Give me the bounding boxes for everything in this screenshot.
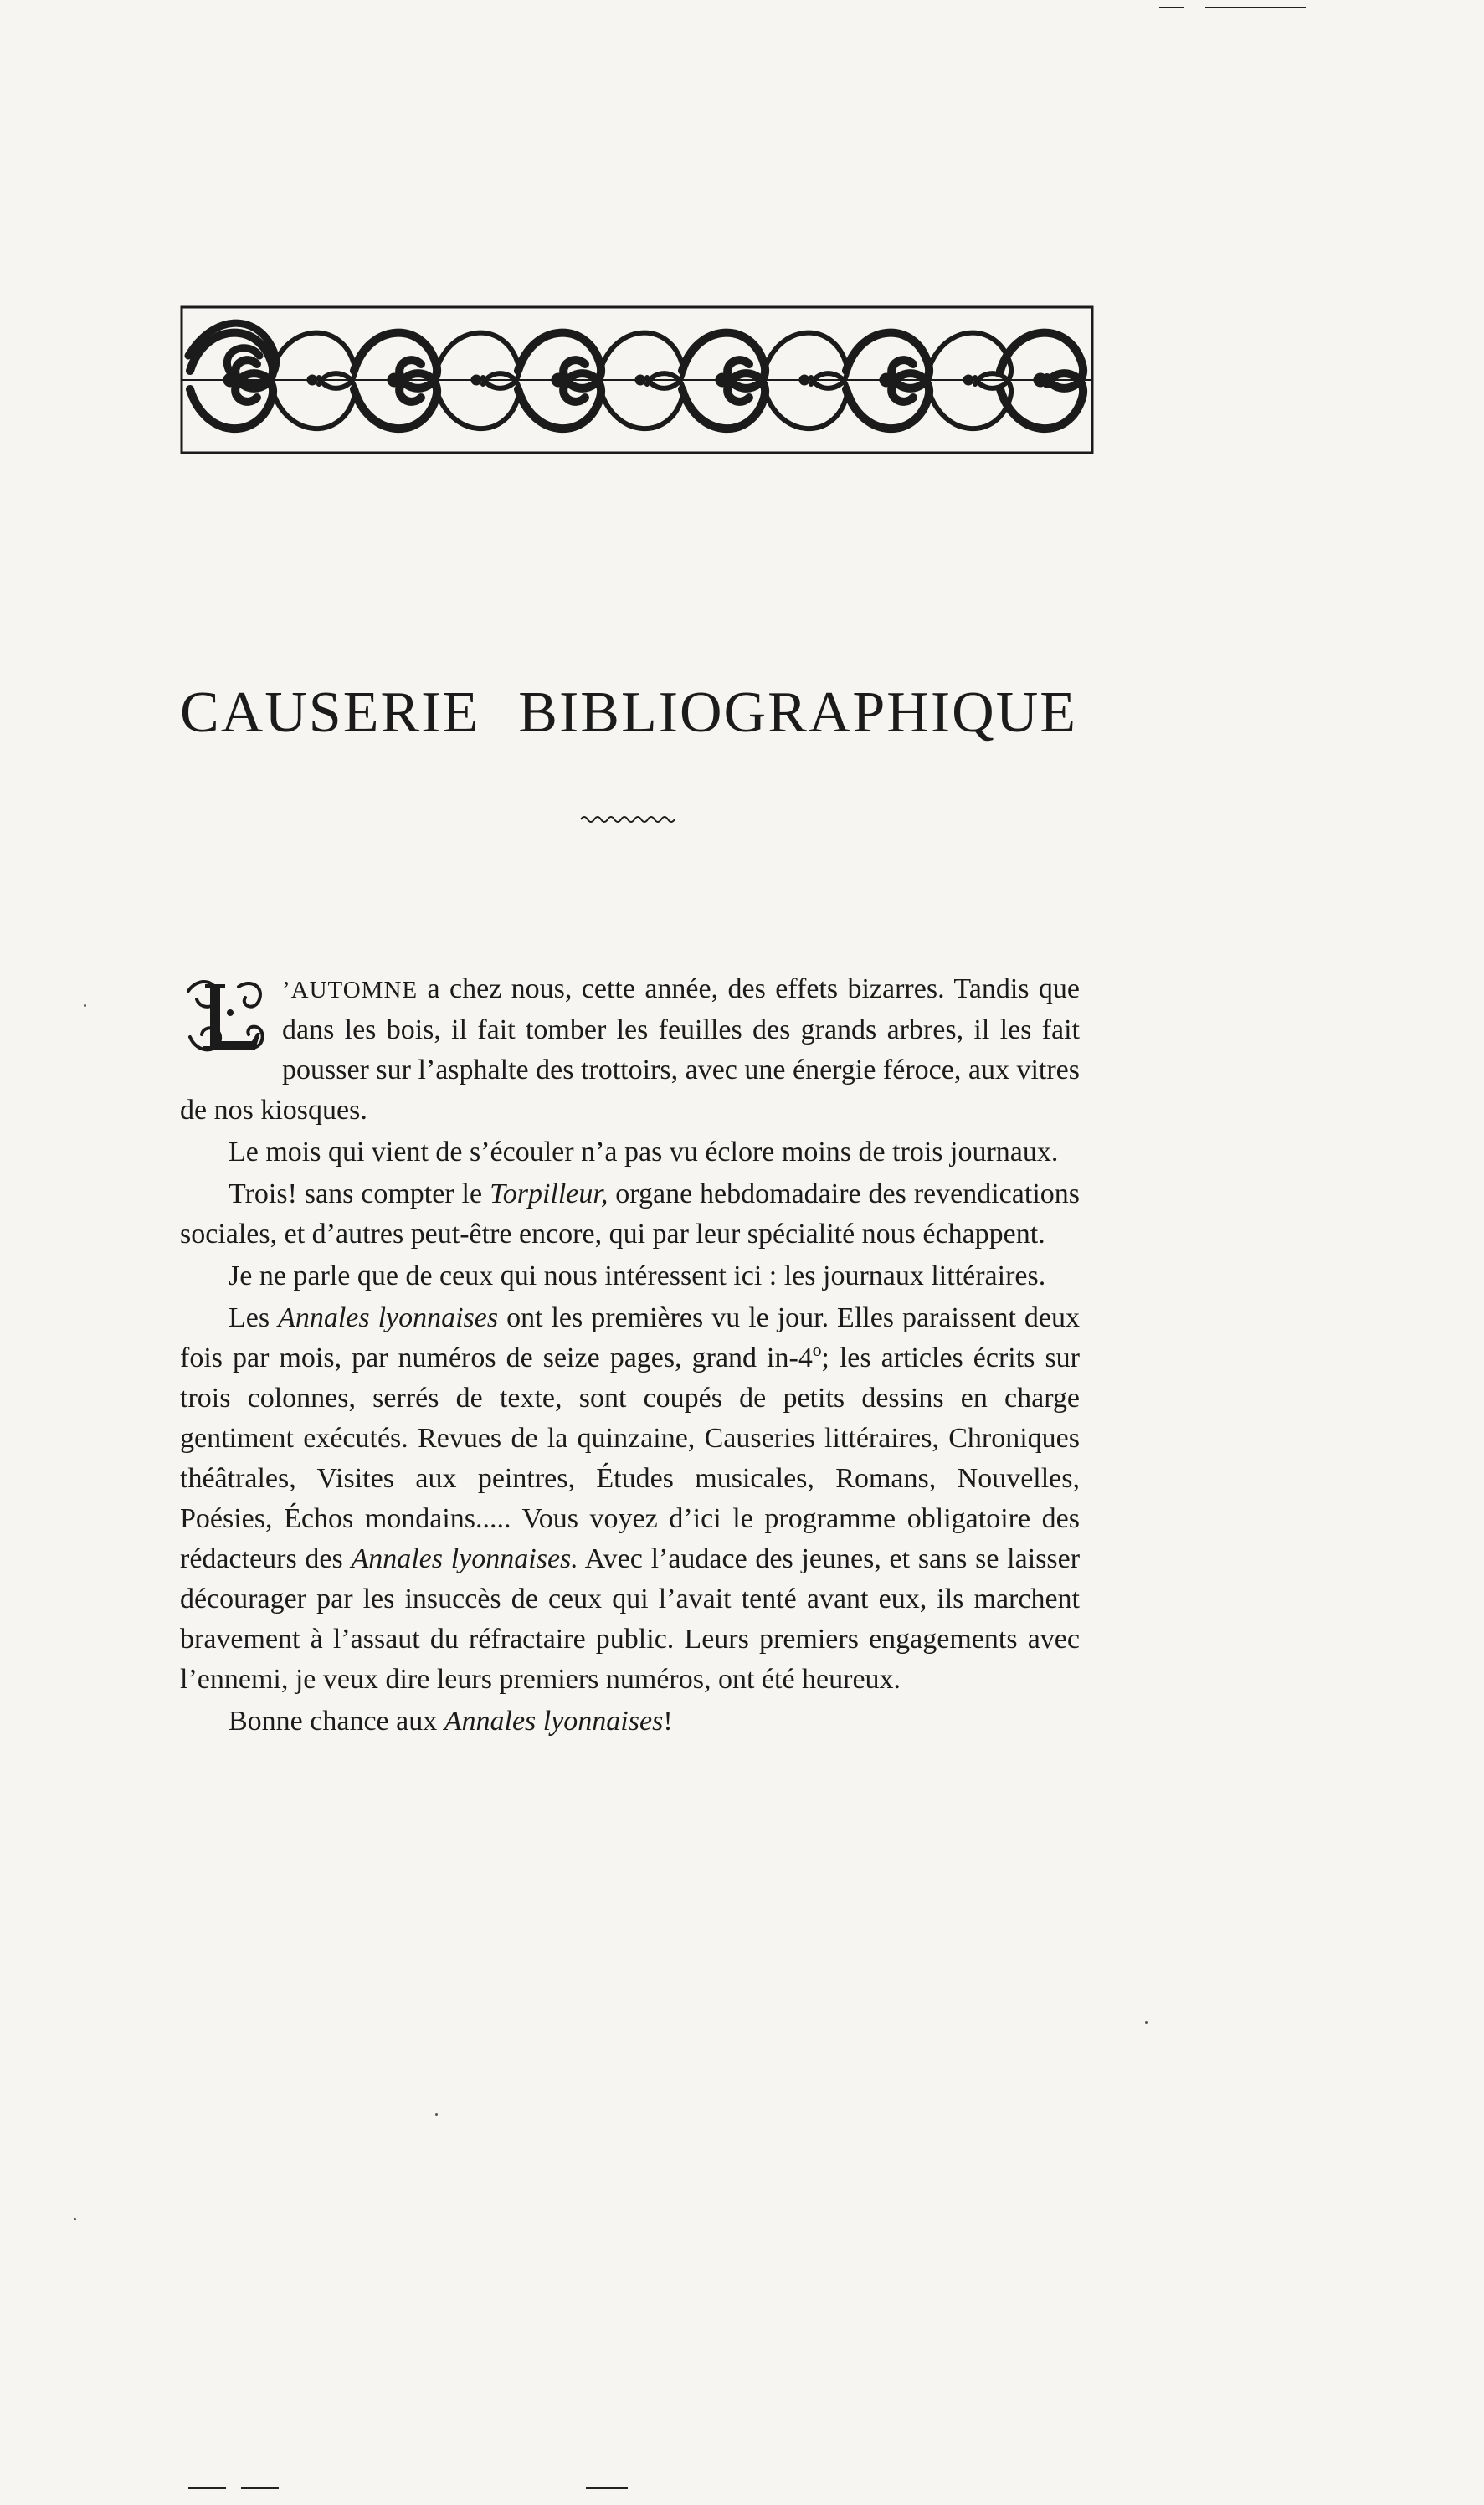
- journal-title-annales-3: Annales lyonnaises: [444, 1706, 664, 1737]
- journal-title-annales-2: Annales lyonnaises.: [351, 1543, 578, 1574]
- scan-mark: [1205, 7, 1306, 8]
- scan-mark: [1159, 7, 1184, 8]
- paragraph-5-part-1: Les: [229, 1302, 279, 1333]
- paragraph-3: [180, 1174, 1080, 1255]
- ornamental-headpiece: [180, 305, 1094, 454]
- paragraph-6-end: !: [663, 1706, 673, 1737]
- scan-mark: [241, 2487, 279, 2489]
- paragraph-4: Je ne parle que de ceux qui nous intéressent ici : les journaux littéraires.: [229, 1260, 1046, 1291]
- title-word-2: BIBLIOGRAPHIQUE: [518, 680, 1078, 745]
- scan-mark: [586, 2487, 628, 2489]
- paragraph-1: [180, 969, 1080, 1131]
- paragraph-6-start: Bonne chance aux: [229, 1706, 444, 1737]
- scan-speck: [435, 2113, 438, 2116]
- journal-title-torpilleur: Torpilleur,: [489, 1178, 608, 1209]
- paragraph-3-start: Trois! sans compter le: [229, 1178, 490, 1209]
- scan-speck: [84, 1004, 86, 1007]
- article-body: [180, 969, 1080, 1742]
- ornate-initial-icon: [180, 974, 270, 1058]
- title-word-1: CAUSERIE: [180, 680, 480, 745]
- paragraph-3-end: organe hebdomadaire des revendications sociales, et d’autres peut-être encore, qui par leur spécialité nous échappent.: [180, 1178, 1080, 1250]
- page-title: [180, 680, 1094, 745]
- paragraph-2: Le mois qui vient de s’écouler n’a pas vu éclore moins de trois journaux.: [229, 1137, 1059, 1168]
- paragraph-5-part-3: Avec l’audace des jeunes, et sans se laisser décourager par les insuccès de ceux qui l’avait tenté avant eux, ils marchent bravement à l’assaut du réfractaire public. Leurs premiers engagements avec l’ennemi, je veux dire leurs premiers numéros, ont été heureux.: [180, 1543, 1081, 1695]
- paragraph-6: [180, 1702, 1080, 1742]
- scan-mark: [188, 2487, 226, 2489]
- wavy-divider: [579, 814, 678, 825]
- paragraph-5: [180, 1298, 1080, 1700]
- paragraph-5-part-2: ont les premières vu le jour. Elles paraissent deux fois par mois, par numéros de seize pages, grand in-4º; les articles écrits sur trois colonnes, serrés de texte, sont coupés de petits dessins en charge gentiment exécutés. Revues de la quinzaine, Causeries littéraires, Chroniques théâtrales, Visites aux peintres, Études musicales, Romans, Nouvelles, Poésies, Échos mondains..... Vous voyez d’ici le programme obligatoire des rédacteurs des: [180, 1302, 1080, 1574]
- scan-speck: [74, 2218, 76, 2220]
- lead-word: ’AUTOMNE: [282, 977, 418, 1004]
- paragraph-1-text: a chez nous, cette année, des effets bizarres. Tandis que dans les bois, il fait tomber les feuilles des grands arbres, il les fait pousser sur l’asphalte des trottoirs, avec une énergie féroce, aux vitres de nos kiosques.: [180, 973, 1080, 1126]
- journal-title-annales-1: Annales lyonnaises: [278, 1302, 499, 1333]
- scan-speck: [1145, 2021, 1148, 2024]
